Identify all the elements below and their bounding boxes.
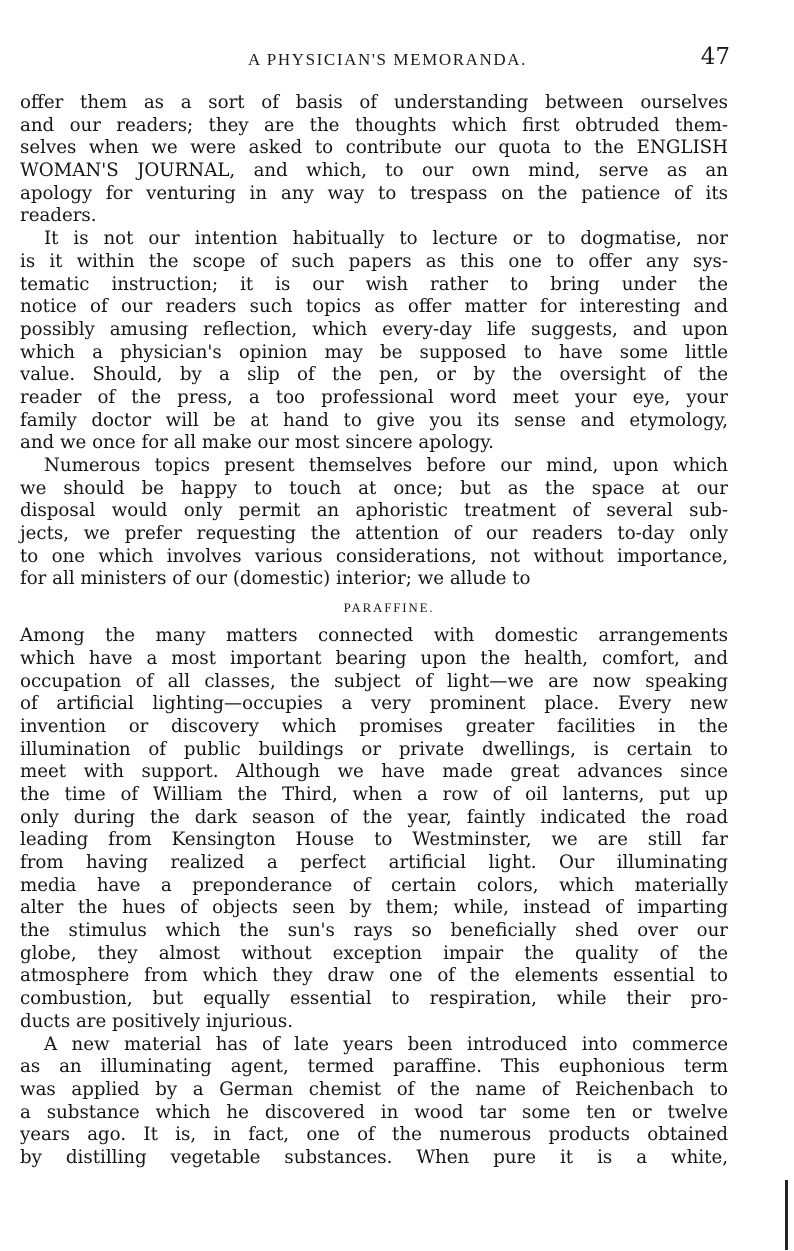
text-line: for all ministers of our (domestic) interior; we allude to — [20, 568, 531, 590]
text-line: Numerous topics present themselves before our mind, upon which — [44, 455, 728, 476]
text-line: occupation of all classes, the subject of light—we are now speaking — [20, 670, 728, 692]
running-title: A PHYSICIAN'S MEMORANDA. — [247, 50, 528, 69]
text-line: WOMAN'S JOURNAL, and which, to our own mind, serve as an — [20, 160, 728, 182]
text-line: meet with support. Although we have made great advances since — [20, 761, 728, 783]
text-line: readers. — [20, 205, 97, 227]
text-line: years ago. It is, in fact, one of the numerous products obtained — [20, 1124, 728, 1146]
section-heading: PARAFFINE. — [343, 600, 435, 616]
paragraph-5 — [20, 1034, 728, 1170]
text-line: as an illuminating agent, termed paraffine. This euphonious term — [20, 1056, 728, 1078]
text-line: illumination of public buildings or private dwellings, is certain to — [20, 738, 728, 760]
text-line: tematic instruction; it is our wish rather to bring under the — [20, 273, 728, 295]
text-line: was applied by a German chemist of the name of Reichenbach to — [20, 1078, 728, 1100]
text-line: atmosphere from which they draw one of the elements essential to — [20, 965, 728, 987]
running-head — [20, 44, 755, 76]
text-line: and we once for all make our most sincere apology. — [20, 432, 494, 454]
text-line: family doctor will be at hand to give you its sense and etymology, — [20, 409, 728, 431]
text-line: to one which involves various considerations, not without importance, — [20, 545, 728, 567]
text-line: selves when we were asked to contribute our quota to the ENGLISH — [20, 137, 728, 159]
text-line: media have a preponderance of certain colors, which materially — [20, 874, 728, 896]
text-line: by distilling vegetable substances. When pure it is a white, — [20, 1146, 728, 1168]
text-line: reader of the press, a too professional word meet your eye, your — [20, 386, 728, 408]
text-line: is it within the scope of such papers as this one to offer any sys- — [20, 250, 728, 272]
text-line: apology for venturing in any way to trespass on the patience of its — [20, 182, 728, 204]
text-line: globe, they almost without exception impair the quality of the — [20, 942, 728, 964]
text-line: of artificial lighting—occupies a very prominent place. Every new — [20, 693, 728, 715]
page-edge-rule — [785, 1180, 788, 1250]
text-line: a substance which he discovered in wood tar some ten or twelve — [20, 1101, 728, 1123]
paragraph-4 — [20, 625, 728, 1033]
text-line: only during the dark season of the year, faintly indicated the road — [20, 806, 728, 828]
text-line: the time of William the Third, when a row of oil lanterns, put up — [20, 783, 728, 805]
body-text — [20, 92, 728, 1170]
page-number: 47 — [700, 44, 730, 70]
text-line: disposal would only permit an aphoristic treatment of several sub- — [20, 500, 728, 522]
paragraph-1 — [20, 92, 728, 228]
text-line: ducts are positively injurious. — [20, 1010, 293, 1032]
text-line: Among the many matters connected with domestic arrangements — [20, 625, 728, 647]
text-line: value. Should, by a slip of the pen, or by the oversight of the — [20, 364, 728, 386]
text-line: leading from Kensington House to Westminster, we are still far — [20, 829, 728, 851]
paragraph-2 — [20, 228, 728, 455]
text-line: we should be happy to touch at once; but as the space at our — [20, 477, 728, 499]
text-line: possibly amusing reflection, which every-day life suggests, and upon — [20, 318, 728, 340]
text-line: It is not our intention habitually to lecture or to dogmatise, nor — [44, 228, 728, 250]
text-line: the stimulus which the sun's rays so beneficially shed over our — [20, 920, 728, 942]
text-line: and our readers; they are the thoughts which first obtruded them- — [20, 114, 728, 136]
text-line: jects, we prefer requesting the attention of our readers to-day only — [20, 523, 728, 545]
text-line: notice of our readers such topics as offer matter for interesting and — [20, 296, 728, 318]
text-line: which have a most important bearing upon the health, comfort, and — [20, 647, 728, 669]
text-line: which a physician's opinion may be supposed to have some little — [20, 341, 728, 363]
paragraph-3 — [20, 455, 728, 591]
text-line: alter the hues of objects seen by them; while, instead of imparting — [20, 897, 728, 919]
text-line: A new material has of late years been introduced into commerce — [44, 1033, 728, 1055]
text-line: combustion, but equally essential to respiration, while their pro- — [20, 988, 728, 1010]
text-line: offer them as a sort of basis of understanding between ourselves — [20, 92, 728, 113]
text-line: invention or discovery which promises greater facilities in the — [20, 715, 728, 737]
text-line: from having realized a perfect artificial light. Our illuminating — [20, 852, 728, 873]
